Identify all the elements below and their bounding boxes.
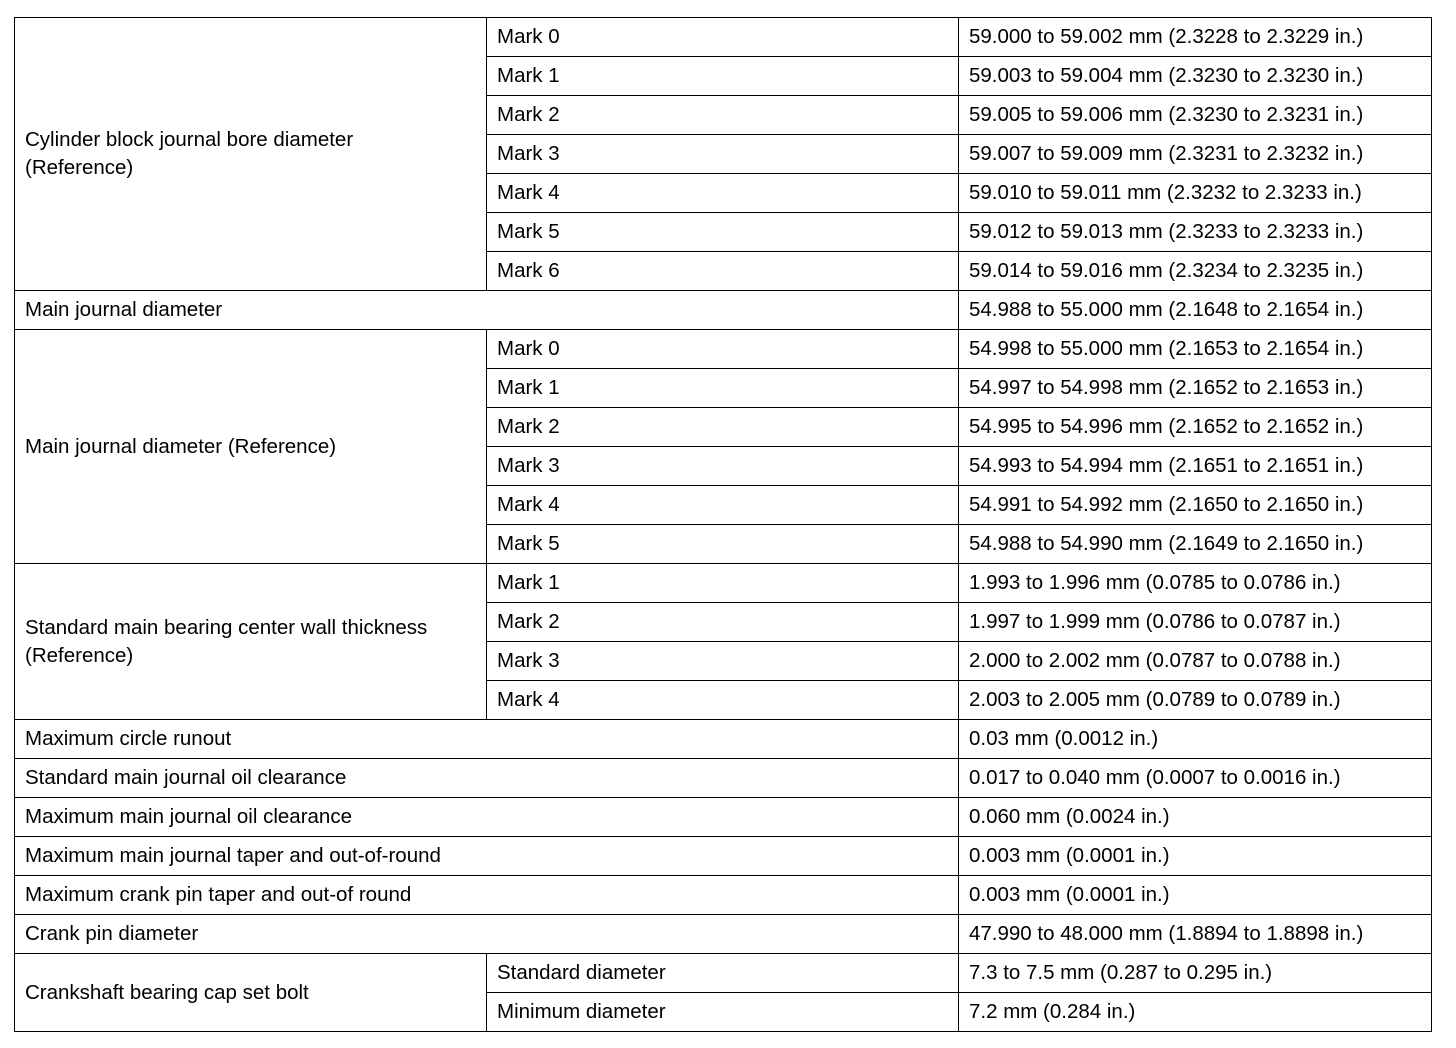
table-row: [15, 564, 1432, 603]
spec-item-label: Standard main bearing center wall thickness (Reference): [15, 564, 487, 720]
spec-sub-label: Mark 1: [487, 369, 959, 408]
specification-table-body: [15, 18, 1432, 1032]
table-row: [15, 876, 1432, 915]
spec-value: 59.010 to 59.011 mm (2.3232 to 2.3233 in.): [959, 174, 1432, 213]
spec-sub-label: Mark 0: [487, 330, 959, 369]
table-row: [15, 798, 1432, 837]
spec-sub-label: Mark 4: [487, 174, 959, 213]
spec-value: 59.000 to 59.002 mm (2.3228 to 2.3229 in.): [959, 18, 1432, 57]
table-row: [15, 915, 1432, 954]
spec-value: 54.993 to 54.994 mm (2.1651 to 2.1651 in.): [959, 447, 1432, 486]
spec-value: 54.998 to 55.000 mm (2.1653 to 2.1654 in.): [959, 330, 1432, 369]
spec-sub-label: Mark 0: [487, 18, 959, 57]
spec-item-label: Crankshaft bearing cap set bolt: [15, 954, 487, 1032]
spec-value: 59.007 to 59.009 mm (2.3231 to 2.3232 in.): [959, 135, 1432, 174]
spec-item-label: Maximum crank pin taper and out-of round: [15, 876, 959, 915]
spec-value: 0.003 mm (0.0001 in.): [959, 876, 1432, 915]
table-row: [15, 291, 1432, 330]
spec-value: 59.014 to 59.016 mm (2.3234 to 2.3235 in.): [959, 252, 1432, 291]
table-row: [15, 837, 1432, 876]
spec-value: 59.003 to 59.004 mm (2.3230 to 2.3230 in.): [959, 57, 1432, 96]
table-row: [15, 720, 1432, 759]
spec-sub-label: Mark 2: [487, 96, 959, 135]
spec-sub-label: Mark 1: [487, 57, 959, 96]
spec-item-label: Standard main journal oil clearance: [15, 759, 959, 798]
spec-value: 54.988 to 55.000 mm (2.1648 to 2.1654 in.): [959, 291, 1432, 330]
spec-value: 7.3 to 7.5 mm (0.287 to 0.295 in.): [959, 954, 1432, 993]
spec-sub-label: Standard diameter: [487, 954, 959, 993]
spec-sub-label: Mark 3: [487, 135, 959, 174]
spec-value: 47.990 to 48.000 mm (1.8894 to 1.8898 in.): [959, 915, 1432, 954]
spec-value: 59.005 to 59.006 mm (2.3230 to 2.3231 in.): [959, 96, 1432, 135]
spec-item-label: Crank pin diameter: [15, 915, 959, 954]
spec-sub-label: Minimum diameter: [487, 993, 959, 1032]
spec-item-label: Main journal diameter: [15, 291, 959, 330]
spec-sub-label: Mark 5: [487, 525, 959, 564]
table-row: [15, 18, 1432, 57]
spec-value: 54.991 to 54.992 mm (2.1650 to 2.1650 in.): [959, 486, 1432, 525]
spec-sub-label: Mark 2: [487, 408, 959, 447]
spec-value: 2.000 to 2.002 mm (0.0787 to 0.0788 in.): [959, 642, 1432, 681]
spec-sub-label: Mark 3: [487, 447, 959, 486]
table-row: [15, 330, 1432, 369]
spec-value: 0.060 mm (0.0024 in.): [959, 798, 1432, 837]
spec-sub-label: Mark 6: [487, 252, 959, 291]
spec-sub-label: Mark 1: [487, 564, 959, 603]
spec-value: 1.997 to 1.999 mm (0.0786 to 0.0787 in.): [959, 603, 1432, 642]
spec-sub-label: Mark 3: [487, 642, 959, 681]
table-row: [15, 954, 1432, 993]
spec-value: 54.997 to 54.998 mm (2.1652 to 2.1653 in.): [959, 369, 1432, 408]
spec-sub-label: Mark 2: [487, 603, 959, 642]
spec-value: 54.995 to 54.996 mm (2.1652 to 2.1652 in.): [959, 408, 1432, 447]
spec-item-label: Main journal diameter (Reference): [15, 330, 487, 564]
spec-sub-label: Mark 4: [487, 486, 959, 525]
spec-value: 1.993 to 1.996 mm (0.0785 to 0.0786 in.): [959, 564, 1432, 603]
table-row: [15, 759, 1432, 798]
spec-value: 2.003 to 2.005 mm (0.0789 to 0.0789 in.): [959, 681, 1432, 720]
spec-value: 7.2 mm (0.284 in.): [959, 993, 1432, 1032]
spec-item-label: Maximum main journal taper and out-of-round: [15, 837, 959, 876]
spec-value: 59.012 to 59.013 mm (2.3233 to 2.3233 in.): [959, 213, 1432, 252]
spec-value: 0.003 mm (0.0001 in.): [959, 837, 1432, 876]
spec-value: 0.03 mm (0.0012 in.): [959, 720, 1432, 759]
spec-value: 54.988 to 54.990 mm (2.1649 to 2.1650 in.): [959, 525, 1432, 564]
spec-item-label: Maximum main journal oil clearance: [15, 798, 959, 837]
spec-item-label: Cylinder block journal bore diameter (Reference): [15, 18, 487, 291]
specification-table: [14, 17, 1432, 1032]
spec-sub-label: Mark 5: [487, 213, 959, 252]
spec-sub-label: Mark 4: [487, 681, 959, 720]
spec-item-label: Maximum circle runout: [15, 720, 959, 759]
spec-value: 0.017 to 0.040 mm (0.0007 to 0.0016 in.): [959, 759, 1432, 798]
